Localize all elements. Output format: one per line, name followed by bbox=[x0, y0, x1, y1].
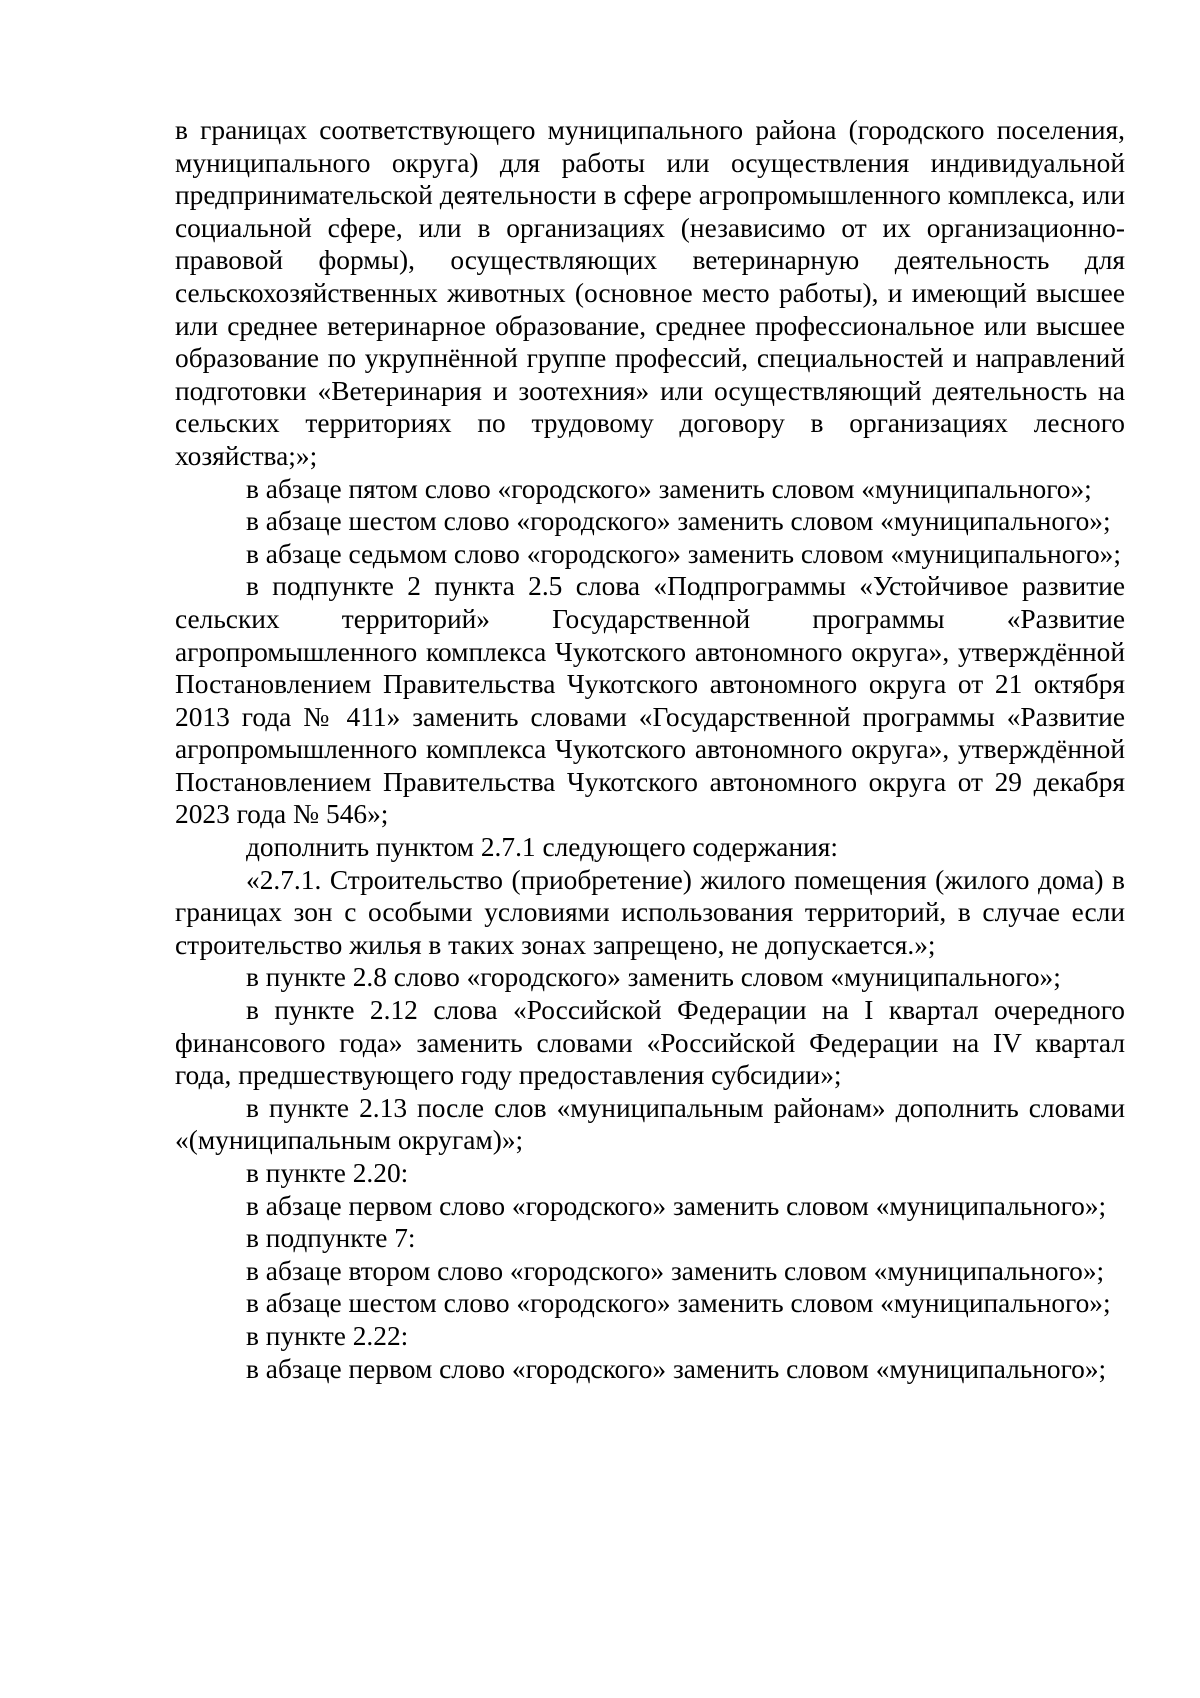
paragraph: в пункте 2.20: bbox=[246, 1158, 409, 1188]
paragraph: в пункте 2.12 слова «Российской Федерации на I квартал очередного финансового года» заменить словами «Российской Федерации на IV квартал года, предшествующего году предоставления субсидии»; bbox=[175, 995, 1125, 1091]
document-page bbox=[175, 114, 1125, 1385]
paragraph: в подпункте 7: bbox=[246, 1223, 416, 1254]
paragraph: в абзаце первом слово «городского» заменить словом «муниципального»; bbox=[246, 1353, 1107, 1384]
paragraph: в подпункте 2 пункта 2.5 слова «Подпрограммы «Устойчивое развитие сельских территорий» Государственной программы «Развитие агропромышленного комплекса Чукотского автономного округа», утверждённой Постановлением Правительства Чукотского автономного округа от 21 октября 2013 года № 411» заменить словами «Государственной программы «Развитие агропромышленного комплекса Чукотского автономного округа», утверждённой Постановлением Правительства Чукотского автономного округа от 29 декабря 2023 года № 546»; bbox=[175, 571, 1125, 830]
paragraph: в пункте 2.22: bbox=[246, 1320, 409, 1351]
paragraph: в границах соответствующего муниципального района (городского поселения, муниципального округа) для работы или осуществления индивидуальной предпринимательской деятельности в сфере агропромышленного комплекса, или социальной сфере, или в организациях (независимо от их организационно-правовой формы), осуществляющих ветеринарную деятельность для сельскохозяйственных животных (основное место работы), и имеющий высшее или среднее ветеринарное образование, среднее профессиональное или высшее образование по укрупнённой группе профессий, специальностей и направлений подготовки «Ветеринария и зоотехния» или осуществляющий деятельность на сельских территориях по трудовому договору в организациях лесного хозяйства;»; bbox=[175, 115, 1125, 471]
paragraph: в абзаце седьмом слово «городского» заменить словом «муниципального»; bbox=[246, 538, 1121, 569]
paragraph: в абзаце втором слово «городского» заменить словом «муниципального»; bbox=[246, 1255, 1105, 1286]
paragraph: в пункте 2.8 слово «городского» заменить словом «муниципального»; bbox=[246, 962, 1061, 993]
paragraph: в абзаце пятом слово «городского» заменить словом «муниципального»; bbox=[246, 473, 1092, 504]
paragraph: в абзаце первом слово «городского» заменить словом «муниципального»; bbox=[246, 1190, 1107, 1221]
paragraph: в абзаце шестом слово «городского» заменить словом «муниципального»; bbox=[246, 1288, 1111, 1319]
paragraph: дополнить пунктом 2.7.1 следующего содержания: bbox=[246, 832, 838, 863]
paragraph: в абзаце шестом слово «городского» заменить словом «муниципального»; bbox=[246, 506, 1111, 537]
paragraph: «2.7.1. Строительство (приобретение) жилого помещения (жилого дома) в границах зон с особыми условиями использования территорий, в случае если строительство жилья в таких зонах запрещено, не допускается.»; bbox=[175, 864, 1125, 960]
paragraph: в пункте 2.13 после слов «муниципальным районам» дополнить словами «(муниципальным округам)»; bbox=[175, 1092, 1125, 1156]
